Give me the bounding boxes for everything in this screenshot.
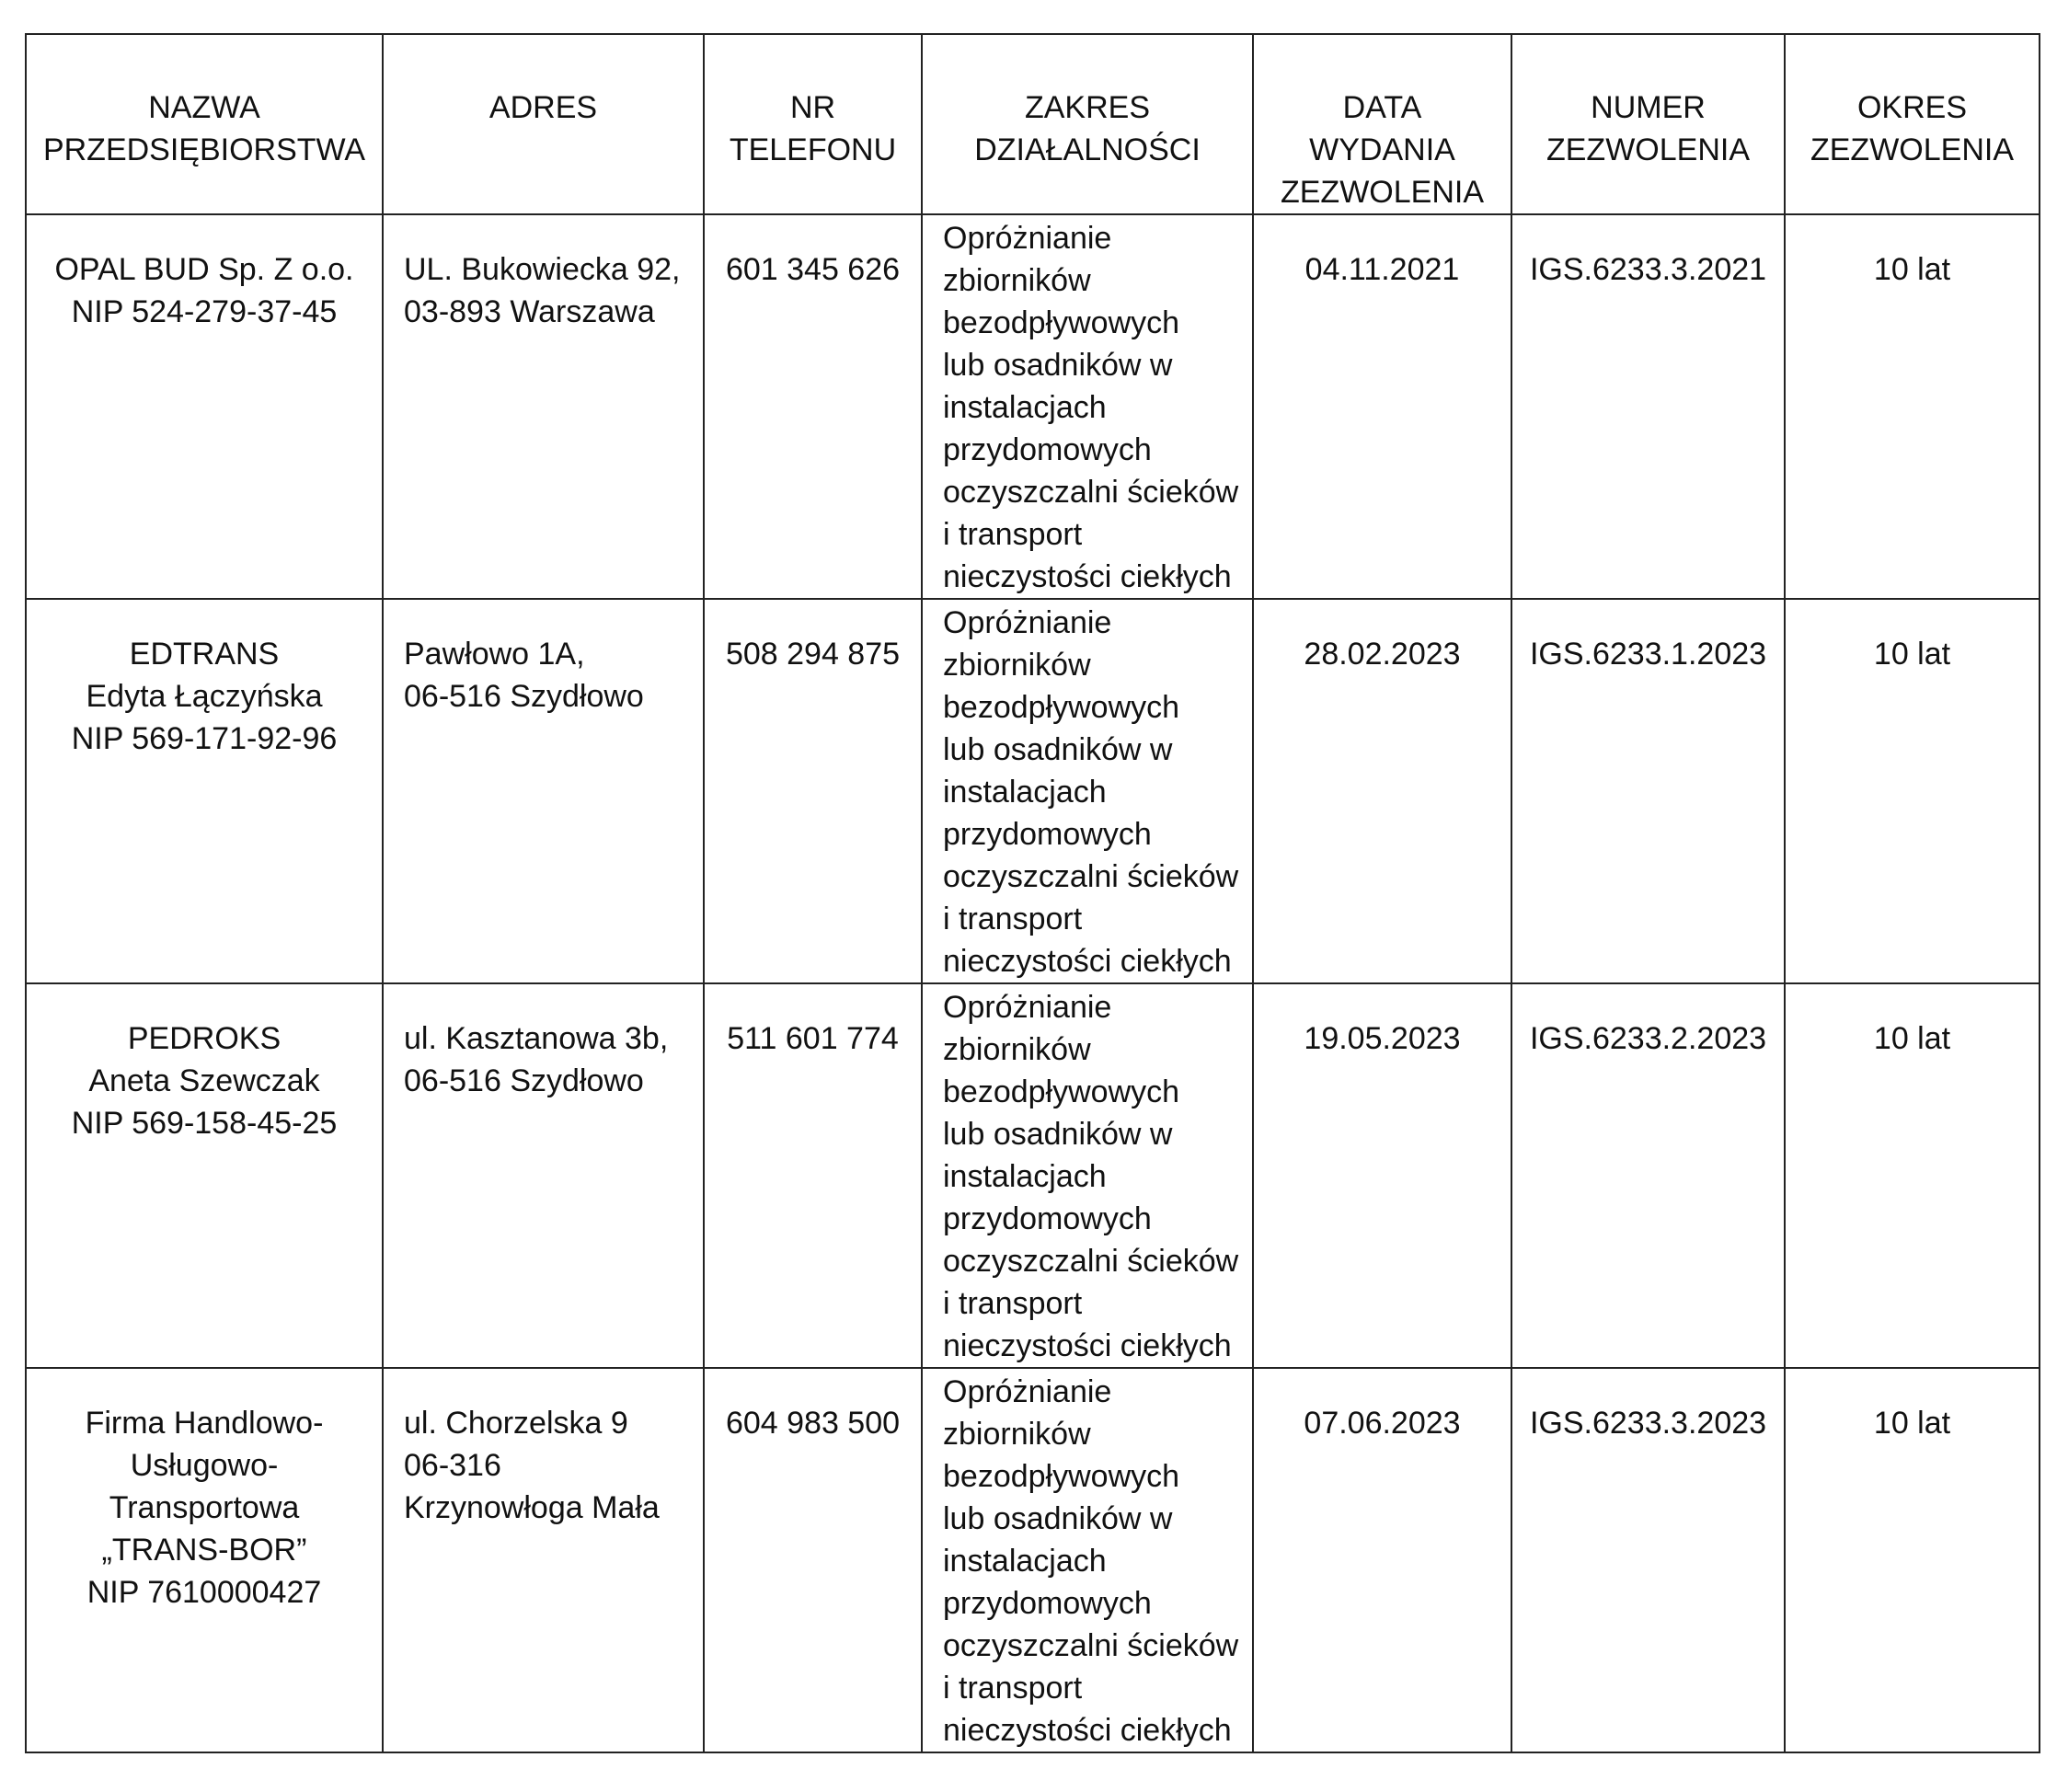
issue-date-cell: 19.05.2023: [1253, 983, 1511, 1368]
scope-cell: Opróżnianie zbiorników bezodpływowych lub osadników w instalacjach przydomowych oczyszczalni ścieków i transport nieczystości ciekłych: [922, 983, 1253, 1368]
permit-number-cell: IGS.6233.3.2021: [1511, 214, 1785, 599]
address-cell: ul. Kasztanowa 3b, 06-516 Szydłowo: [383, 983, 704, 1368]
permits-table: [25, 33, 2040, 1753]
table-row: [26, 214, 2040, 599]
address-cell: UL. Bukowiecka 92, 03-893 Warszawa: [383, 214, 704, 599]
header-address: ADRES: [383, 34, 704, 214]
phone-cell: 601 345 626: [704, 214, 922, 599]
scope-cell: Opróżnianie zbiorników bezodpływowych lub osadników w instalacjach przydomowych oczyszczalni ścieków i transport nieczystości ciekłych: [922, 1368, 1253, 1752]
address-cell: ul. Chorzelska 9 06-316 Krzynowłoga Mała: [383, 1368, 704, 1752]
table-row: [26, 599, 2040, 983]
scope-cell: Opróżnianie zbiorników bezodpływowych lub osadników w instalacjach przydomowych oczyszczalni ścieków i transport nieczystości ciekłych: [922, 214, 1253, 599]
permit-number-cell: IGS.6233.2.2023: [1511, 983, 1785, 1368]
phone-cell: 508 294 875: [704, 599, 922, 983]
phone-cell: 511 601 774: [704, 983, 922, 1368]
permit-period-cell: 10 lat: [1785, 983, 2040, 1368]
company-cell: PEDROKS Aneta Szewczak NIP 569-158-45-25: [26, 983, 383, 1368]
permit-period-cell: 10 lat: [1785, 214, 2040, 599]
table-row: [26, 1368, 2040, 1752]
company-cell: OPAL BUD Sp. Z o.o. NIP 524-279-37-45: [26, 214, 383, 599]
issue-date-cell: 07.06.2023: [1253, 1368, 1511, 1752]
header-issue-date: DATA WYDANIA ZEZWOLENIA: [1253, 34, 1511, 214]
header-scope: ZAKRES DZIAŁALNOŚCI: [922, 34, 1253, 214]
header-permit-number: NUMER ZEZWOLENIA: [1511, 34, 1785, 214]
issue-date-cell: 04.11.2021: [1253, 214, 1511, 599]
scope-cell: Opróżnianie zbiorników bezodpływowych lub osadników w instalacjach przydomowych oczyszczalni ścieków i transport nieczystości ciekłych: [922, 599, 1253, 983]
phone-cell: 604 983 500: [704, 1368, 922, 1752]
company-cell: Firma Handlowo- Usługowo- Transportowa „TRANS-BOR” NIP 7610000427: [26, 1368, 383, 1752]
header-row: [26, 34, 2040, 214]
header-company: NAZWA PRZEDSIĘBIORSTWA: [26, 34, 383, 214]
permit-period-cell: 10 lat: [1785, 1368, 2040, 1752]
table-row: [26, 983, 2040, 1368]
address-cell: Pawłowo 1A, 06-516 Szydłowo: [383, 599, 704, 983]
permit-number-cell: IGS.6233.1.2023: [1511, 599, 1785, 983]
permit-number-cell: IGS.6233.3.2023: [1511, 1368, 1785, 1752]
issue-date-cell: 28.02.2023: [1253, 599, 1511, 983]
header-permit-period: OKRES ZEZWOLENIA: [1785, 34, 2040, 214]
header-phone: NR TELEFONU: [704, 34, 922, 214]
company-cell: EDTRANS Edyta Łączyńska NIP 569-171-92-96: [26, 599, 383, 983]
permit-period-cell: 10 lat: [1785, 599, 2040, 983]
